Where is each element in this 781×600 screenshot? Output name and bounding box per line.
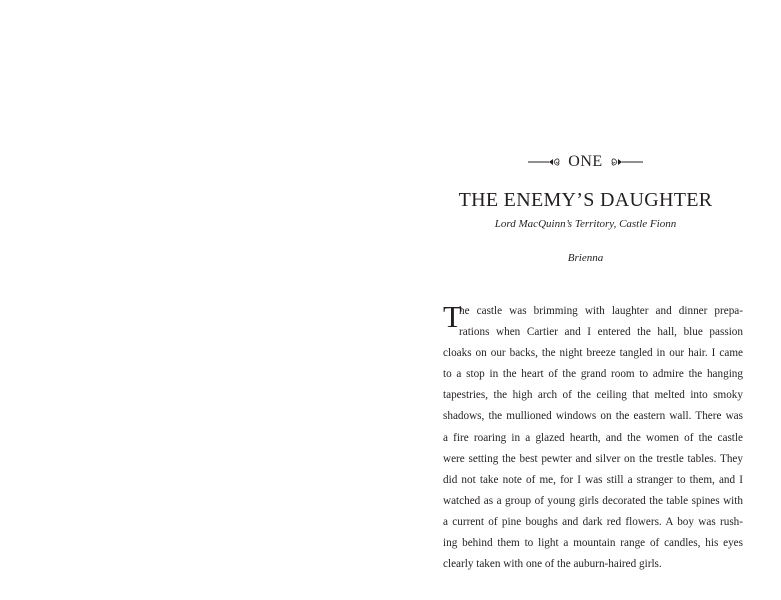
chapter-number: ONE <box>568 153 603 171</box>
chapter-title: THE ENEMY’S DAUGHTER <box>458 189 713 211</box>
flourish-right-icon <box>610 157 644 167</box>
flourish-left-icon <box>527 157 561 167</box>
chapter-location: Lord MacQuinn’s Territory, Castle Fionn <box>494 218 677 230</box>
chapter-narrator: Brienna <box>567 252 604 264</box>
body-line: watched as a group of young girls decorated the table spines with <box>443 494 743 507</box>
body-line: were setting the best pewter and silver on the trestle tables. They <box>443 452 743 465</box>
body-line: to a stop in the heart of the grand room to admire the hanging <box>443 368 743 381</box>
drop-cap: T <box>443 299 462 334</box>
body-line: clearly taken with one of the auburn-haired girls. <box>443 558 662 571</box>
body-line: shadows, the mullioned windows on the eastern wall. There was <box>443 410 743 423</box>
body-line: he castle was brimming with laughter and dinner prepa- <box>459 305 743 317</box>
body-line: cloaks on our backs, the night breeze tangled in our hair. I came <box>443 347 743 360</box>
chapter-number-heading <box>390 152 781 172</box>
left-page-blank <box>0 0 390 600</box>
body-line: did not take note of me, for I was still a stranger to them, and I <box>443 473 743 486</box>
body-line: a current of pine boughs and dark red flowers. A boy was rush- <box>443 515 743 528</box>
body-line: rations when Cartier and I entered the hall, blue passion <box>459 326 743 339</box>
right-page <box>390 0 781 600</box>
body-paragraph <box>443 301 743 575</box>
body-line: tapestries, the high arch of the ceiling that melted into smoky <box>443 389 743 402</box>
body-line: a fire roaring in a glazed hearth, and the women of the castle <box>443 431 743 444</box>
body-line: ing behind them to light a mountain range of candles, his eyes <box>443 537 743 550</box>
